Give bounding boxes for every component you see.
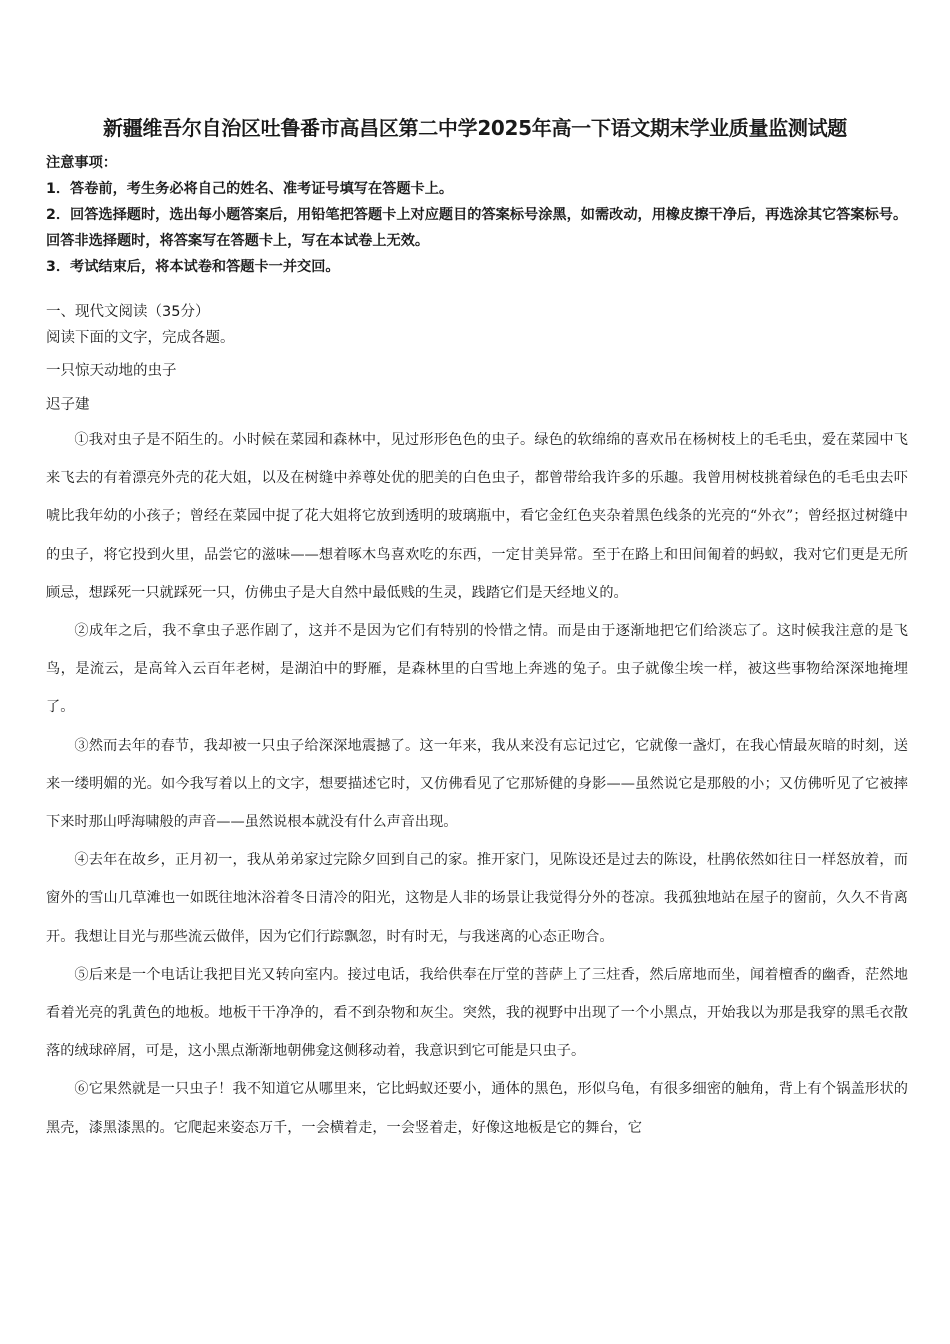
notice-item: 2．回答选择题时，选出每小题答案后，用铅笔把答题卡上对应题目的答案标号涂黑，如需改动，用橡皮擦干净后，再选涂其它答案标号。回答非选择题时，将答案写在答题卡上，写在本试卷上无效。 bbox=[46, 207, 908, 249]
paragraph: ⑤后来是一个电话让我把目光又转向室内。接过电话，我给供奉在厅堂的菩萨上了三炷香，然后席地而坐，闻着檀香的幽香，茫然地看着光亮的乳黄色的地板。地板干干净净的，看不到杂物和灰尘。突然，我的视野中出现了一个小黑点，开始我以为那是我穿的黑毛衣散落的绒球碎屑，可是，这小黑点渐渐地朝佛龛这侧移动着，我意识到它可能是只虫子。 bbox=[46, 966, 908, 1060]
notice-item: 1．答卷前，考生务必将自己的姓名、准考证号填写在答题卡上。 bbox=[46, 181, 454, 197]
paragraph: ③然而去年的春节，我却被一只虫子给深深地震撼了。这一年来，我从来没有忘记过它，它就像一盏灯，在我心情最灰暗的时刻，送来一缕明媚的光。如今我写着以上的文字，想要描述它时，又仿佛看见了它那矫健的身影——虽然说它是那般的小；又仿佛听见了它被摔下来时那山呼海啸般的声音——虽然说根本就没有什么声音出现。 bbox=[46, 737, 908, 831]
article-body bbox=[46, 421, 908, 1147]
notice-block bbox=[46, 150, 916, 280]
paragraph: ⑥它果然就是一只虫子！我不知道它从哪里来，它比蚂蚁还要小，通体的黑色，形似乌龟，有很多细密的触角，背上有个锅盖形状的黑壳，漆黑漆黑的。它爬起来姿态万千，一会横着走，一会竖着走，好像这地板是它的舞台，它 bbox=[46, 1081, 908, 1136]
paragraph: ④去年在故乡，正月初一，我从弟弟家过完除夕回到自己的家。推开家门，见陈设还是过去的陈设，杜鹃依然如往日一样怒放着，而窗外的雪山几草滩也一如既往地沐浴着冬日清冷的阳光，这物是人非的场景让我觉得分外的苍凉。我孤独地站在屋子的窗前，久久不肯离开。我想让目光与那些流云做伴，因为它们行踪飘忽，时有时无，与我迷离的心态正吻合。 bbox=[46, 852, 908, 945]
page-title: 新疆维吾尔自治区吐鲁番市高昌区第二中学2025年高一下语文期末学业质量监测试题 bbox=[103, 116, 847, 140]
section-heading: 一、现代文阅读（35分） bbox=[46, 304, 210, 320]
paragraph: ②成年之后，我不拿虫子恶作剧了，这并不是因为它们有特别的怜惜之情。而是由于逐渐地把它们给淡忘了。这时候我注意的是飞鸟，是流云，是高耸入云百年老树，是湖泊中的野雁，是森林里的白雪地上奔逃的兔子。虫子就像尘埃一样，被这些事物给深深地掩埋了。 bbox=[46, 623, 908, 716]
reading-instruction: 阅读下面的文字，完成各题。 bbox=[46, 330, 235, 346]
notice-item: 3．考试结束后，将本试卷和答题卡一并交回。 bbox=[46, 259, 340, 275]
paragraph: ①我对虫子是不陌生的。小时候在菜园和森林中，见过形形色色的虫子。绿色的软绵绵的喜欢吊在杨树枝上的毛毛虫，爱在菜园中飞来飞去的有着漂亮外壳的花大姐，以及在树缝中养尊处优的肥美的白色虫子，都曾带给我许多的乐趣。我曾用树枝挑着绿色的毛毛虫去吓唬比我年幼的小孩子；曾经在菜园中捉了花大姐将它放到透明的玻璃瓶中，看它金红色夹杂着黑色线条的光亮的“外衣”；曾经抠过树缝中的虫子，将它投到火里，品尝它的滋味——想着啄木鸟喜欢吃的东西，一定甘美异常。至于在路上和田间匍着的蚂蚁，我对它们更是无所顾忌，想踩死一只就踩死一只，仿佛虫子是大自然中最低贱的生灵，践踏它们是天经地义的。 bbox=[46, 432, 908, 601]
article-title: 一只惊天动地的虫子 bbox=[46, 363, 177, 379]
notice-heading: 注意事项： bbox=[46, 155, 117, 171]
article-author: 迟子建 bbox=[46, 397, 90, 413]
